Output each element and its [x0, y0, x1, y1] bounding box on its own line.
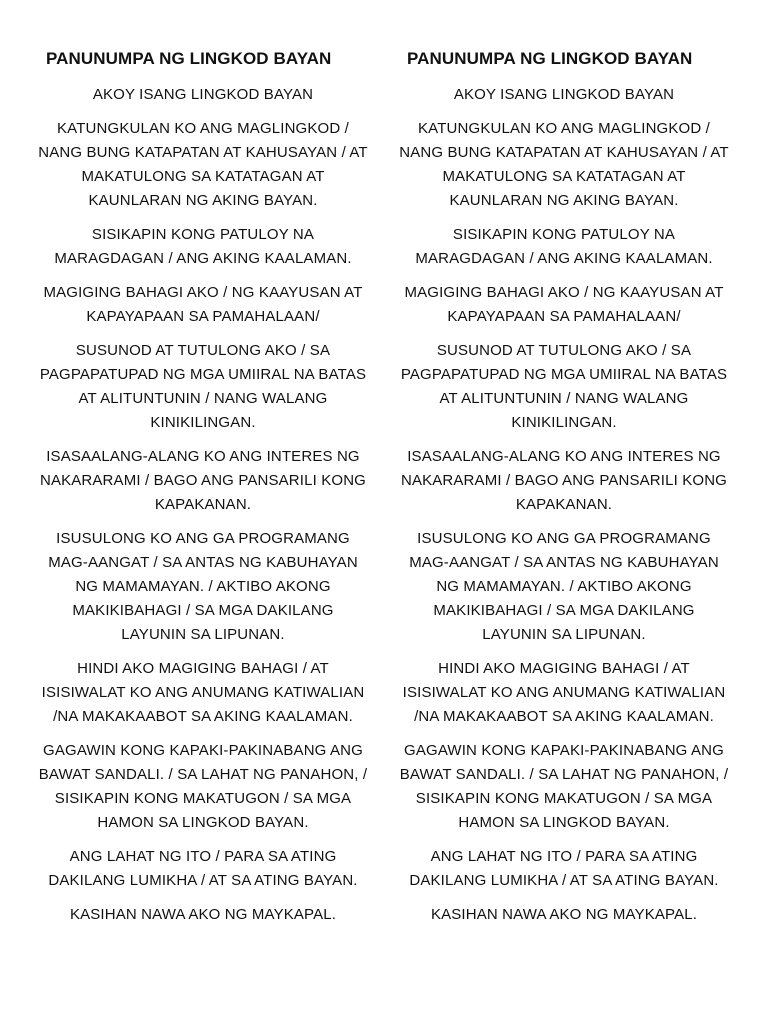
oath-paragraph-10: ANG LAHAT NG ITO / PARA SA ATING DAKILANG LUMIKHA / AT SA ATING BAYAN.	[48, 848, 358, 889]
oath-paragraph-2: KATUNGKULAN KO ANG MAGLINGKOD / NANG BUNG KATAPATAN AT KAHUSAYAN / AT MAKATULONG SA KATATAGAN AT KAUNLARAN NG AKING BAYAN.	[399, 120, 729, 209]
oath-paragraph-4: MAGIGING BAHAGI AKO / NG KAAYUSAN AT KAPAYAPAAN SA PAMAHALAAN/	[43, 284, 363, 325]
oath-paragraph-5: SUSUNOD AT TUTULONG AKO / SA PAGPAPATUPAD NG MGA UMIIRAL NA BATAS AT ALITUNTUNIN / NANG WALANG KINIKILINGAN.	[39, 342, 367, 431]
oath-title: PANUNUMPA NG LINGKOD BAYAN	[407, 49, 693, 68]
oath-title: PANUNUMPA NG LINGKOD BAYAN	[46, 49, 332, 68]
oath-paragraph-7: ISUSULONG KO ANG GA PROGRAMANG MAG-AANGAT / SA ANTAS NG KABUHAYAN NG MAMAMAYAN. / AKTIBO AKONG MAKIKIBAHAGI / SA MGA DAKILANG LAYUNIN SA LIPUNAN.	[48, 530, 358, 643]
oath-paragraph-1: AKOY ISANG LINGKOD BAYAN	[453, 86, 675, 103]
oath-paragraph-1: AKOY ISANG LINGKOD BAYAN	[92, 86, 314, 103]
oath-paragraph-8: HINDI AKO MAGIGING BAHAGI / AT ISISIWALAT KO ANG ANUMANG KATIWALIAN /NA MAKAKAABOT SA AKING KAALAMAN.	[402, 660, 726, 725]
oath-paragraph-7: ISUSULONG KO ANG GA PROGRAMANG MAG-AANGAT / SA ANTAS NG KABUHAYAN NG MAMAMAYAN. / AKTIBO AKONG MAKIKIBAHAGI / SA MGA DAKILANG LAYUNIN SA LIPUNAN.	[409, 530, 719, 643]
oath-paragraph-9: GAGAWIN KONG KAPAKI-PAKINABANG ANG BAWAT SANDALI. / SA LAHAT NG PANAHON, / SISIKAPIN KONG MAKATUGON / SA MGA HAMON SA LINGKOD BAYAN.	[38, 742, 368, 831]
oath-paragraph-10: ANG LAHAT NG ITO / PARA SA ATING DAKILANG LUMIKHA / AT SA ATING BAYAN.	[409, 848, 719, 889]
oath-column-right	[399, 48, 729, 937]
oath-paragraph-5: SUSUNOD AT TUTULONG AKO / SA PAGPAPATUPAD NG MGA UMIIRAL NA BATAS AT ALITUNTUNIN / NANG WALANG KINIKILINGAN.	[400, 342, 728, 431]
oath-paragraph-4: MAGIGING BAHAGI AKO / NG KAAYUSAN AT KAPAYAPAAN SA PAMAHALAAN/	[404, 284, 724, 325]
oath-paragraph-6: ISASAALANG-ALANG KO ANG INTERES NG NAKARARAMI / BAGO ANG PANSARILI KONG KAPAKANAN.	[400, 448, 728, 513]
oath-paragraph-2: KATUNGKULAN KO ANG MAGLINGKOD / NANG BUNG KATAPATAN AT KAHUSAYAN / AT MAKATULONG SA KATATAGAN AT KAUNLARAN NG AKING BAYAN.	[38, 120, 368, 209]
oath-paragraph-11: KASIHAN NAWA AKO NG MAYKAPAL.	[69, 906, 337, 923]
oath-paragraph-3: SISIKAPIN KONG PATULOY NA MARAGDAGAN / ANG AKING KAALAMAN.	[54, 226, 352, 267]
oath-paragraph-3: SISIKAPIN KONG PATULOY NA MARAGDAGAN / ANG AKING KAALAMAN.	[415, 226, 713, 267]
oath-paragraph-11: KASIHAN NAWA AKO NG MAYKAPAL.	[430, 906, 698, 923]
oath-paragraph-6: ISASAALANG-ALANG KO ANG INTERES NG NAKARARAMI / BAGO ANG PANSARILI KONG KAPAKANAN.	[39, 448, 367, 513]
oath-paragraph-9: GAGAWIN KONG KAPAKI-PAKINABANG ANG BAWAT SANDALI. / SA LAHAT NG PANAHON, / SISIKAPIN KONG MAKATUGON / SA MGA HAMON SA LINGKOD BAYAN.	[399, 742, 729, 831]
oath-paragraph-8: HINDI AKO MAGIGING BAHAGI / AT ISISIWALAT KO ANG ANUMANG KATIWALIAN /NA MAKAKAABOT SA AKING KAALAMAN.	[41, 660, 365, 725]
oath-column-left	[38, 48, 368, 937]
